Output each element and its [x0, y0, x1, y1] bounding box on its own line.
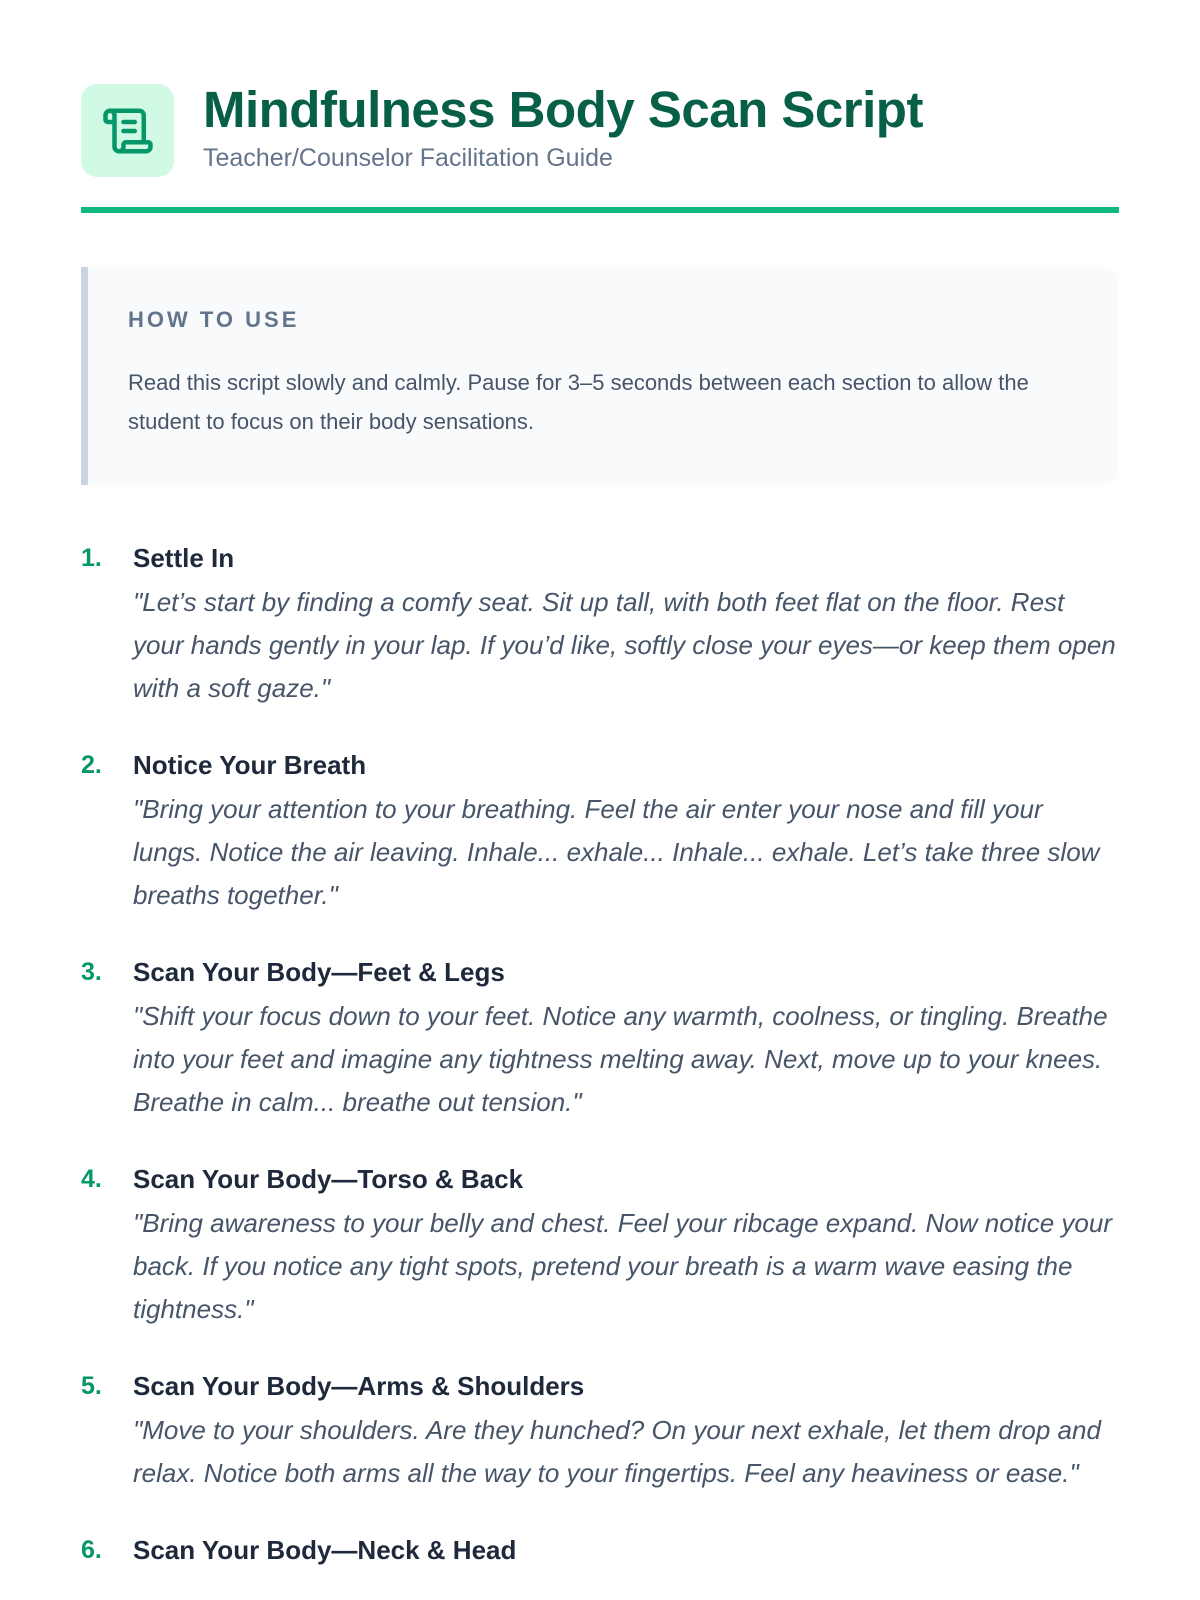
script-step	[81, 1162, 1119, 1331]
step-title: Scan Your Body—Torso & Back	[133, 1164, 524, 1194]
step-body	[133, 955, 1119, 1124]
step-quote: "Bring your attention to your breathing. Feel the air enter your nose and fill your lungs. Notice the air leaving. Inhale... exhale... Inhale... exhale. Let’s take three slow breaths together."	[133, 794, 1100, 910]
step-body	[133, 1533, 1119, 1573]
script-step	[81, 955, 1119, 1124]
step-body	[133, 748, 1119, 917]
step-title: Settle In	[133, 543, 235, 573]
script-step	[81, 748, 1119, 917]
step-number: 6.	[81, 1536, 102, 1564]
step-number: 1.	[81, 544, 102, 572]
step-number: 3.	[81, 958, 102, 986]
how-to-use-text: Read this script slowly and calmly. Pause for 3–5 seconds between each section to allow the student to focus on their body sensations.	[128, 370, 1029, 434]
step-number: 2.	[81, 751, 102, 779]
how-to-use-callout	[81, 267, 1119, 485]
page-header	[81, 0, 1119, 177]
step-title: Scan Your Body—Feet & Legs	[133, 957, 505, 987]
step-quote: "Let’s start by finding a comfy seat. Sit up tall, with both feet flat on the floor. Rest your hands gently in your lap. If you’d like, softly close your eyes—or keep them open with a soft gaze."	[133, 587, 1116, 703]
script-step	[81, 541, 1119, 710]
script-step	[81, 1533, 1119, 1573]
how-to-use-heading: HOW TO USE	[128, 307, 300, 332]
step-title: Notice Your Breath	[133, 750, 367, 780]
step-body	[133, 1369, 1119, 1495]
step-quote: "Move to your shoulders. Are they hunched? On your next exhale, let them drop and relax. Notice both arms all the way to your fingertips. Feel any heaviness or ease."	[133, 1415, 1101, 1488]
step-body	[133, 1162, 1119, 1331]
step-number: 5.	[81, 1372, 102, 1400]
header-divider	[81, 207, 1119, 213]
step-title: Scan Your Body—Neck & Head	[133, 1535, 517, 1565]
scroll-icon	[81, 84, 174, 177]
title-block	[203, 82, 923, 173]
step-number: 4.	[81, 1165, 102, 1193]
page-subtitle: Teacher/Counselor Facilitation Guide	[203, 144, 613, 173]
step-title: Scan Your Body—Arms & Shoulders	[133, 1371, 585, 1401]
step-body	[133, 541, 1119, 710]
script-step	[81, 1369, 1119, 1495]
page-title: Mindfulness Body Scan Script	[203, 80, 923, 138]
step-quote: "Bring awareness to your belly and chest. Feel your ribcage expand. Now notice your back. If you notice any tight spots, pretend your breath is a warm wave easing the tightness."	[133, 1208, 1112, 1324]
step-quote: "Shift your focus down to your feet. Notice any warmth, coolness, or tingling. Breathe into your feet and imagine any tightness melting away. Next, move up to your knees. Breathe in calm... breathe out tension."	[133, 1001, 1108, 1117]
script-steps	[81, 541, 1119, 1573]
